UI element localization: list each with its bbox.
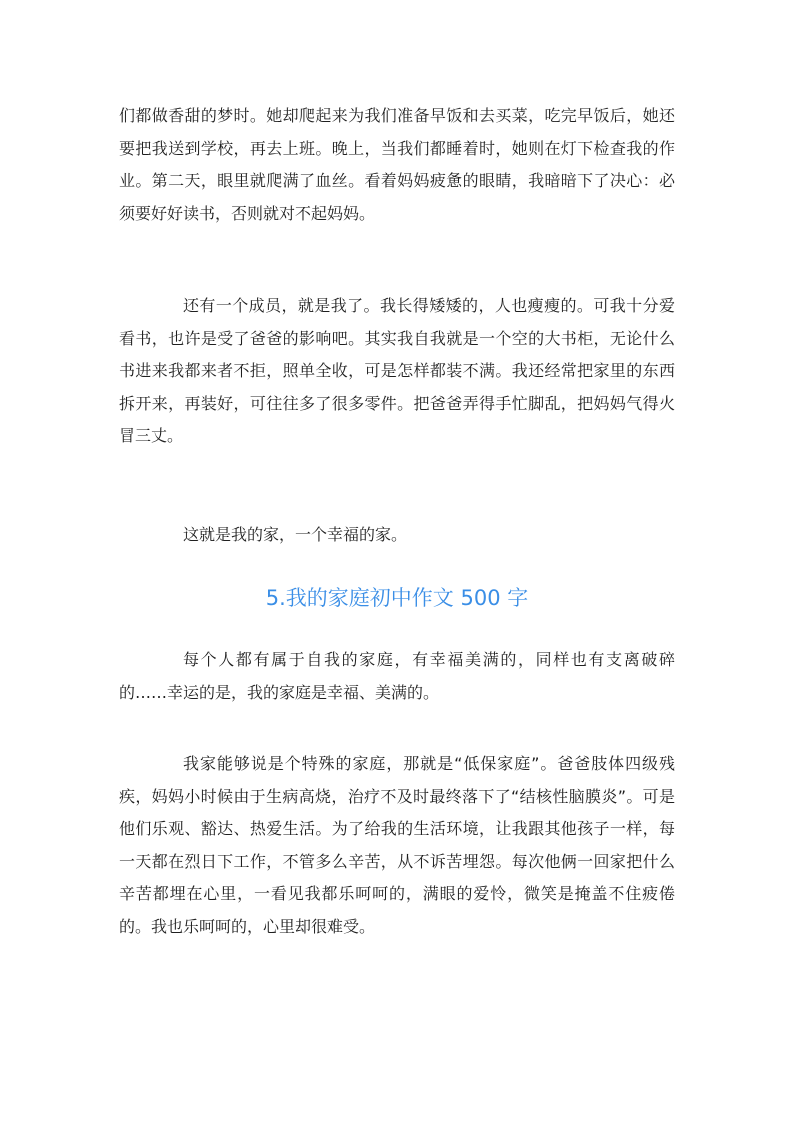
paragraph-happy-family: 这就是我的家，一个幸福的家。 (183, 525, 408, 544)
paragraph-mother-care: 们都做香甜的梦时。她却爬起来为我们准备早饭和去买菜，吃完早饭后，她还要把我送到学校，再去上班。晚上，当我们都睡着时，她则在灯下检查我的作业。第二天，眼里就爬满了血丝。看着妈妈疲惫的眼睛，我暗暗下了决心：必须要好好读书，否则就对不起妈妈。 (119, 106, 675, 223)
section-heading: 5.我的家庭初中作文 500 字 (265, 586, 529, 610)
paragraph-every-family: 每个人都有属于自我的家庭，有幸福美满的，同样也有支离破碎的……幸运的是，我的家庭是幸福、美满的。 (119, 650, 675, 702)
paragraph-about-me: 还有一个成员，就是我了。我长得矮矮的，人也瘦瘦的。可我十分爱看书，也许是受了爸爸的影响吧。其实我自我就是一个空的大书柜，无论什么书进来我都来者不拒，照单全收，可是怎样都装不满。我还经常把家里的东西拆开来，再装好，可往往多了很多零件。把爸爸弄得手忙脚乱，把妈妈气得火冒三丈。 (119, 296, 675, 445)
paragraph-special-family: 我家能够说是个特殊的家庭，那就是“低保家庭”。爸爸肢体四级残疾，妈妈小时候由于生病高烧，治疗不及时最终落下了“结核性脑膜炎”。可是他们乐观、豁达、热爱生活。为了给我的生活环境，让我跟其他孩子一样，每一天都在烈日下工作，不管多么辛苦，从不诉苦埋怨。每次他俩一回家把什么辛苦都埋在心里，一看见我都乐呵呵的，满眼的爱怜，微笑是掩盖不住疲倦的。我也乐呵呵的，心里却很难受。 (119, 754, 675, 936)
